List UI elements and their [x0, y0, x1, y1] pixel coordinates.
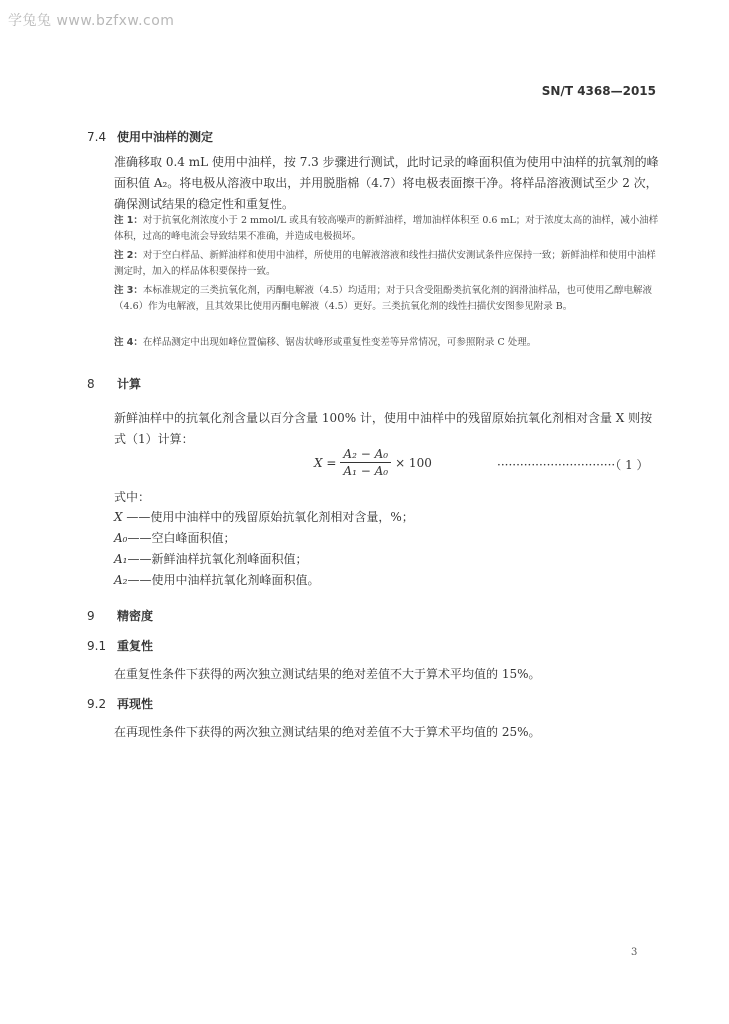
variable-a2: [114, 571, 320, 588]
formula-dots: ·······························: [497, 458, 616, 472]
note-text: 对于抗氧化剂浓度小于 2 mmol/L 或具有较高噪声的新鲜油样，增加油样体积至 0.6 mL；对于浓度太高的油样，减小油样体积，过高的峰电流会导致结果不准确，并造成电极损坏。: [114, 215, 659, 242]
section-title: 计算: [117, 377, 142, 391]
formula-lhs: X =: [314, 455, 337, 470]
note-label: 注 1：: [114, 215, 143, 226]
note-label: 注 4：: [114, 337, 143, 348]
note-text: 本标准规定的三类抗氧化剂，丙酮电解液（4.5）均适用；对于只含受阻酚类抗氧化剂的润滑油样品，也可使用乙醇电解液（4.6）作为电解液，且其效果比使用丙酮电解液（4.5）更好。三类抗氧化剂的线性扫描伏安图参见附录 B。: [114, 285, 653, 312]
formula-denominator: A₁ − A₀: [343, 464, 389, 478]
variable-description: ——空白峰面积值；: [127, 531, 236, 545]
section-9-heading: [87, 607, 153, 624]
section-8-heading: [87, 375, 141, 392]
section-title: 重复性: [117, 639, 154, 653]
section-9-1-paragraph: 在重复性条件下获得的两次独立测试结果的绝对差值不大于算术平均值的 15%。: [114, 667, 541, 681]
variable-description: ——使用中油样抗氧化剂峰面积值。: [127, 573, 320, 587]
note-text: 在样品测定中出现如峰位置偏移、锯齿状峰形或重复性变差等异常情况，可参照附录 C 处理。: [142, 337, 537, 348]
section-number: 9.2: [87, 697, 107, 711]
variable-description: ——使用中油样中的残留原始抗氧化剂相对含量，%；: [122, 510, 414, 524]
note-4: [114, 335, 659, 351]
formula-factor: × 100: [395, 455, 432, 470]
variable-x: [114, 508, 414, 525]
variable-symbol: A₁: [114, 552, 128, 566]
section-title: 精密度: [117, 609, 154, 623]
variable-a0: [114, 529, 236, 546]
formula-1: [314, 447, 432, 478]
variable-symbol: X: [114, 510, 123, 524]
standard-code: SN/T 4368—2015: [541, 84, 656, 98]
section-title: 使用中油样的测定: [117, 130, 214, 144]
note-1: [114, 213, 659, 245]
formula-fraction: [340, 447, 391, 478]
formula-numerator: A₂ − A₀: [340, 447, 391, 463]
section-number: 7.4: [87, 130, 107, 144]
section-9-2-heading: [87, 695, 153, 712]
variable-symbol: A₂: [114, 573, 128, 587]
variable-symbol: A₀: [114, 531, 128, 545]
note-text: 对于空白样品、新鲜油样和使用中油样，所使用的电解液溶液和线性扫描伏安测试条件应保持一致；新鲜油样和使用中油样测定时，加入的样品体积要保持一致。: [114, 250, 656, 277]
section-7-4-heading: [87, 128, 213, 145]
section-8-paragraph: 新鲜油样中的抗氧化剂含量以百分含量 100% 计，使用中油样中的残留原始抗氧化剂相对含量 X 则按式（1）计算：: [114, 411, 653, 446]
where-intro: 式中：: [114, 490, 151, 504]
note-label: 注 2：: [114, 250, 143, 261]
section-7-4-paragraph: 准确移取 0.4 mL 使用中油样，按 7.3 步骤进行测试，此时记录的峰面积值为使用中油样的抗氧剂的峰面积值 A₂。将电极从溶液中取出，并用脱脂棉（4.7）将电极表面擦干净。将样品溶液测试至少 2 次，确保测试结果的稳定性和重复性。: [114, 155, 659, 211]
section-number: 8: [87, 377, 95, 391]
watermark: 学兔兔 www.bzfxw.com: [8, 13, 175, 29]
section-9-1-heading: [87, 637, 153, 654]
section-number: 9.1: [87, 639, 107, 653]
section-9-2-paragraph: 在再现性条件下获得的两次独立测试结果的绝对差值不大于算术平均值的 25%。: [114, 725, 541, 739]
formula-leader: [497, 456, 649, 473]
variable-description: ——新鲜油样抗氧化剂峰面积值；: [127, 552, 308, 566]
variable-a1: [114, 550, 308, 567]
note-label: 注 3：: [114, 285, 143, 296]
note-2: [114, 248, 659, 280]
section-title: 再现性: [117, 697, 154, 711]
section-number: 9: [87, 609, 95, 623]
formula-label: （ 1 ）: [615, 458, 649, 472]
page-number: 3: [631, 947, 638, 958]
note-3: [114, 283, 659, 315]
